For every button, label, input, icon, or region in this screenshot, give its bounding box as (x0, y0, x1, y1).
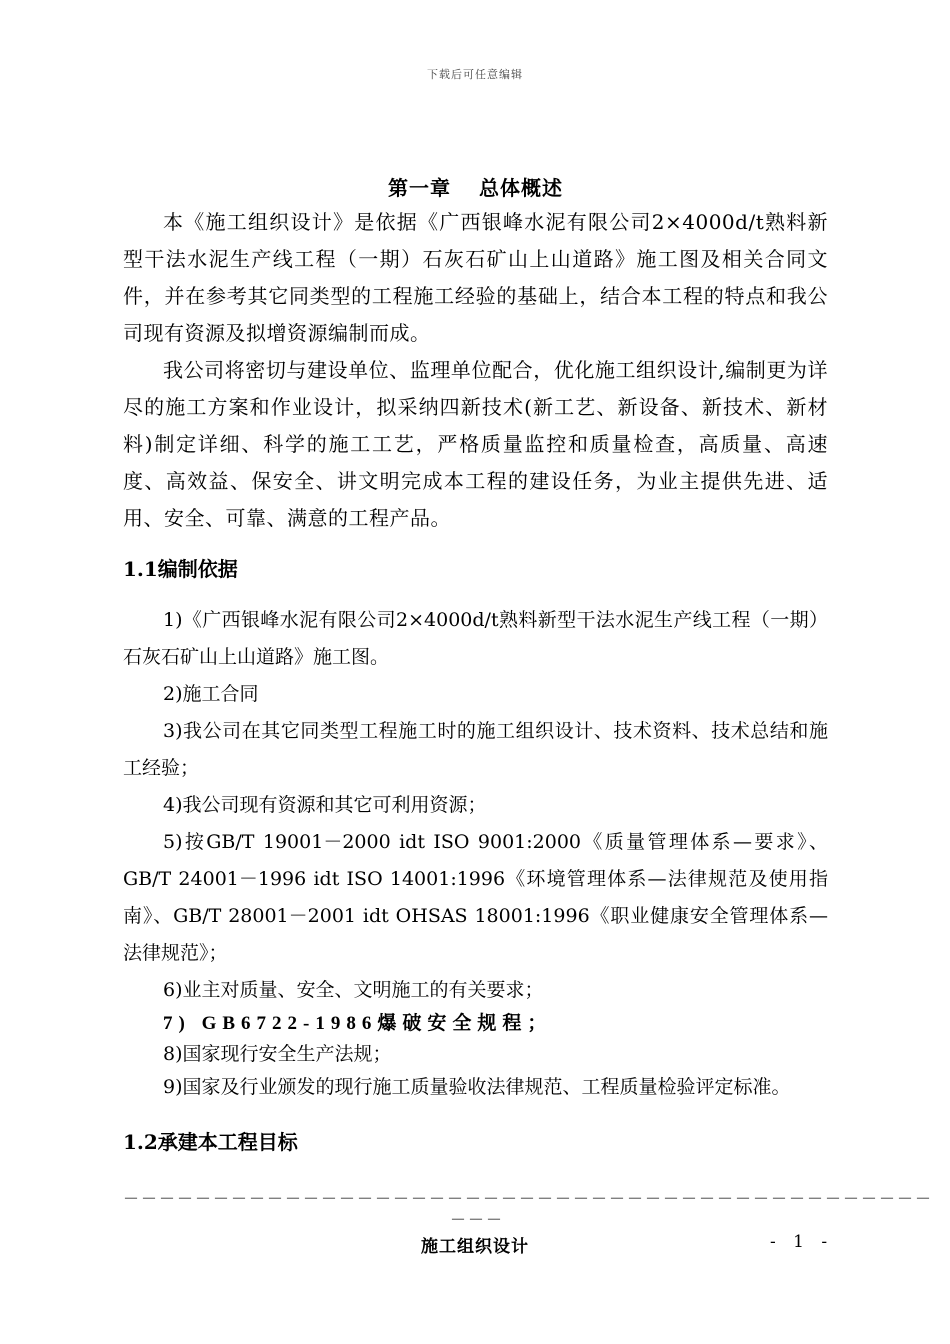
page-number: - 1 - (770, 1232, 834, 1252)
section-1-1-title: 1.1编制依据 (123, 557, 238, 581)
basis-item-2: 2)施工合同 (163, 683, 259, 705)
basis-item-3: 3)我公司在其它同类型工程施工时的施工组织设计、技术资料、技术总结和施工经验； (123, 720, 828, 779)
basis-item-1: 1)《广西银峰水泥有限公司2×4000d/t熟料新型干法水泥生产线工程（一期）石灰石矿山上山道路》施工图。 (123, 609, 828, 668)
header-watermark: 下载后可任意编辑 (427, 68, 523, 81)
document-body (123, 172, 828, 1161)
basis-item-7: 7) GB6722-1986爆破安全规程； (163, 1013, 553, 1034)
basis-item-6: 6)业主对质量、安全、文明施工的有关要求； (163, 979, 544, 1001)
basis-item-5: 5)按GB/T 19001－2000 idt ISO 9001:2000《质量管理体系—要求》、GB/T 24001－1996 idt ISO 14001:1996《环境管理体系—法律规范及使用指南》、GB/T 28001－2001 idt OHSAS 18001:1996《职业健康安全管理体系—法律规范》； (123, 831, 828, 964)
intro-paragraph-1: 本《施工组织设计》是依据《广西银峰水泥有限公司2×4000d/t熟料新型干法水泥生产线工程（一期）石灰石矿山上山道路》施工图及相关合同文件，并在参考其它同类型的工程施工经验的基础上，结合本工程的特点和我公司现有资源及拟增资源编制而成。 (123, 210, 828, 345)
basis-item-4: 4)我公司现有资源和其它可利用资源； (163, 794, 487, 816)
chapter-title: 总体概述 (479, 176, 563, 200)
basis-item-9: 9)国家及行业颁发的现行施工质量验收法律规范、工程质量检验评定标准。 (163, 1076, 791, 1098)
chapter-heading (123, 172, 828, 204)
basis-item-8: 8)国家现行安全生产法规； (163, 1043, 392, 1065)
chapter-label: 第一章 (388, 176, 451, 200)
section-1-2-title: 1.2承建本工程目标 (123, 1130, 298, 1154)
footer-divider: －－－－－－－－－－－－－－－－－－－－－－－－－－－－－－－－－－－－－－－－－－－－－ (123, 1189, 934, 1208)
footer-divider-tail: －－－ (450, 1210, 505, 1229)
footer-title: 施工组织设计 (421, 1237, 529, 1257)
intro-paragraph-2: 我公司将密切与建设单位、监理单位配合，优化施工组织设计,编制更为详尽的施工方案和作业设计，拟采纳四新技术(新工艺、新设备、新技术、新材料)制定详细、科学的施工工艺，严格质量监控和质量检查，高质量、高速度、高效益、保安全、讲文明完成本工程的建设任务，为业主提供先进、适用、安全、可靠、满意的工程产品。 (123, 358, 828, 530)
